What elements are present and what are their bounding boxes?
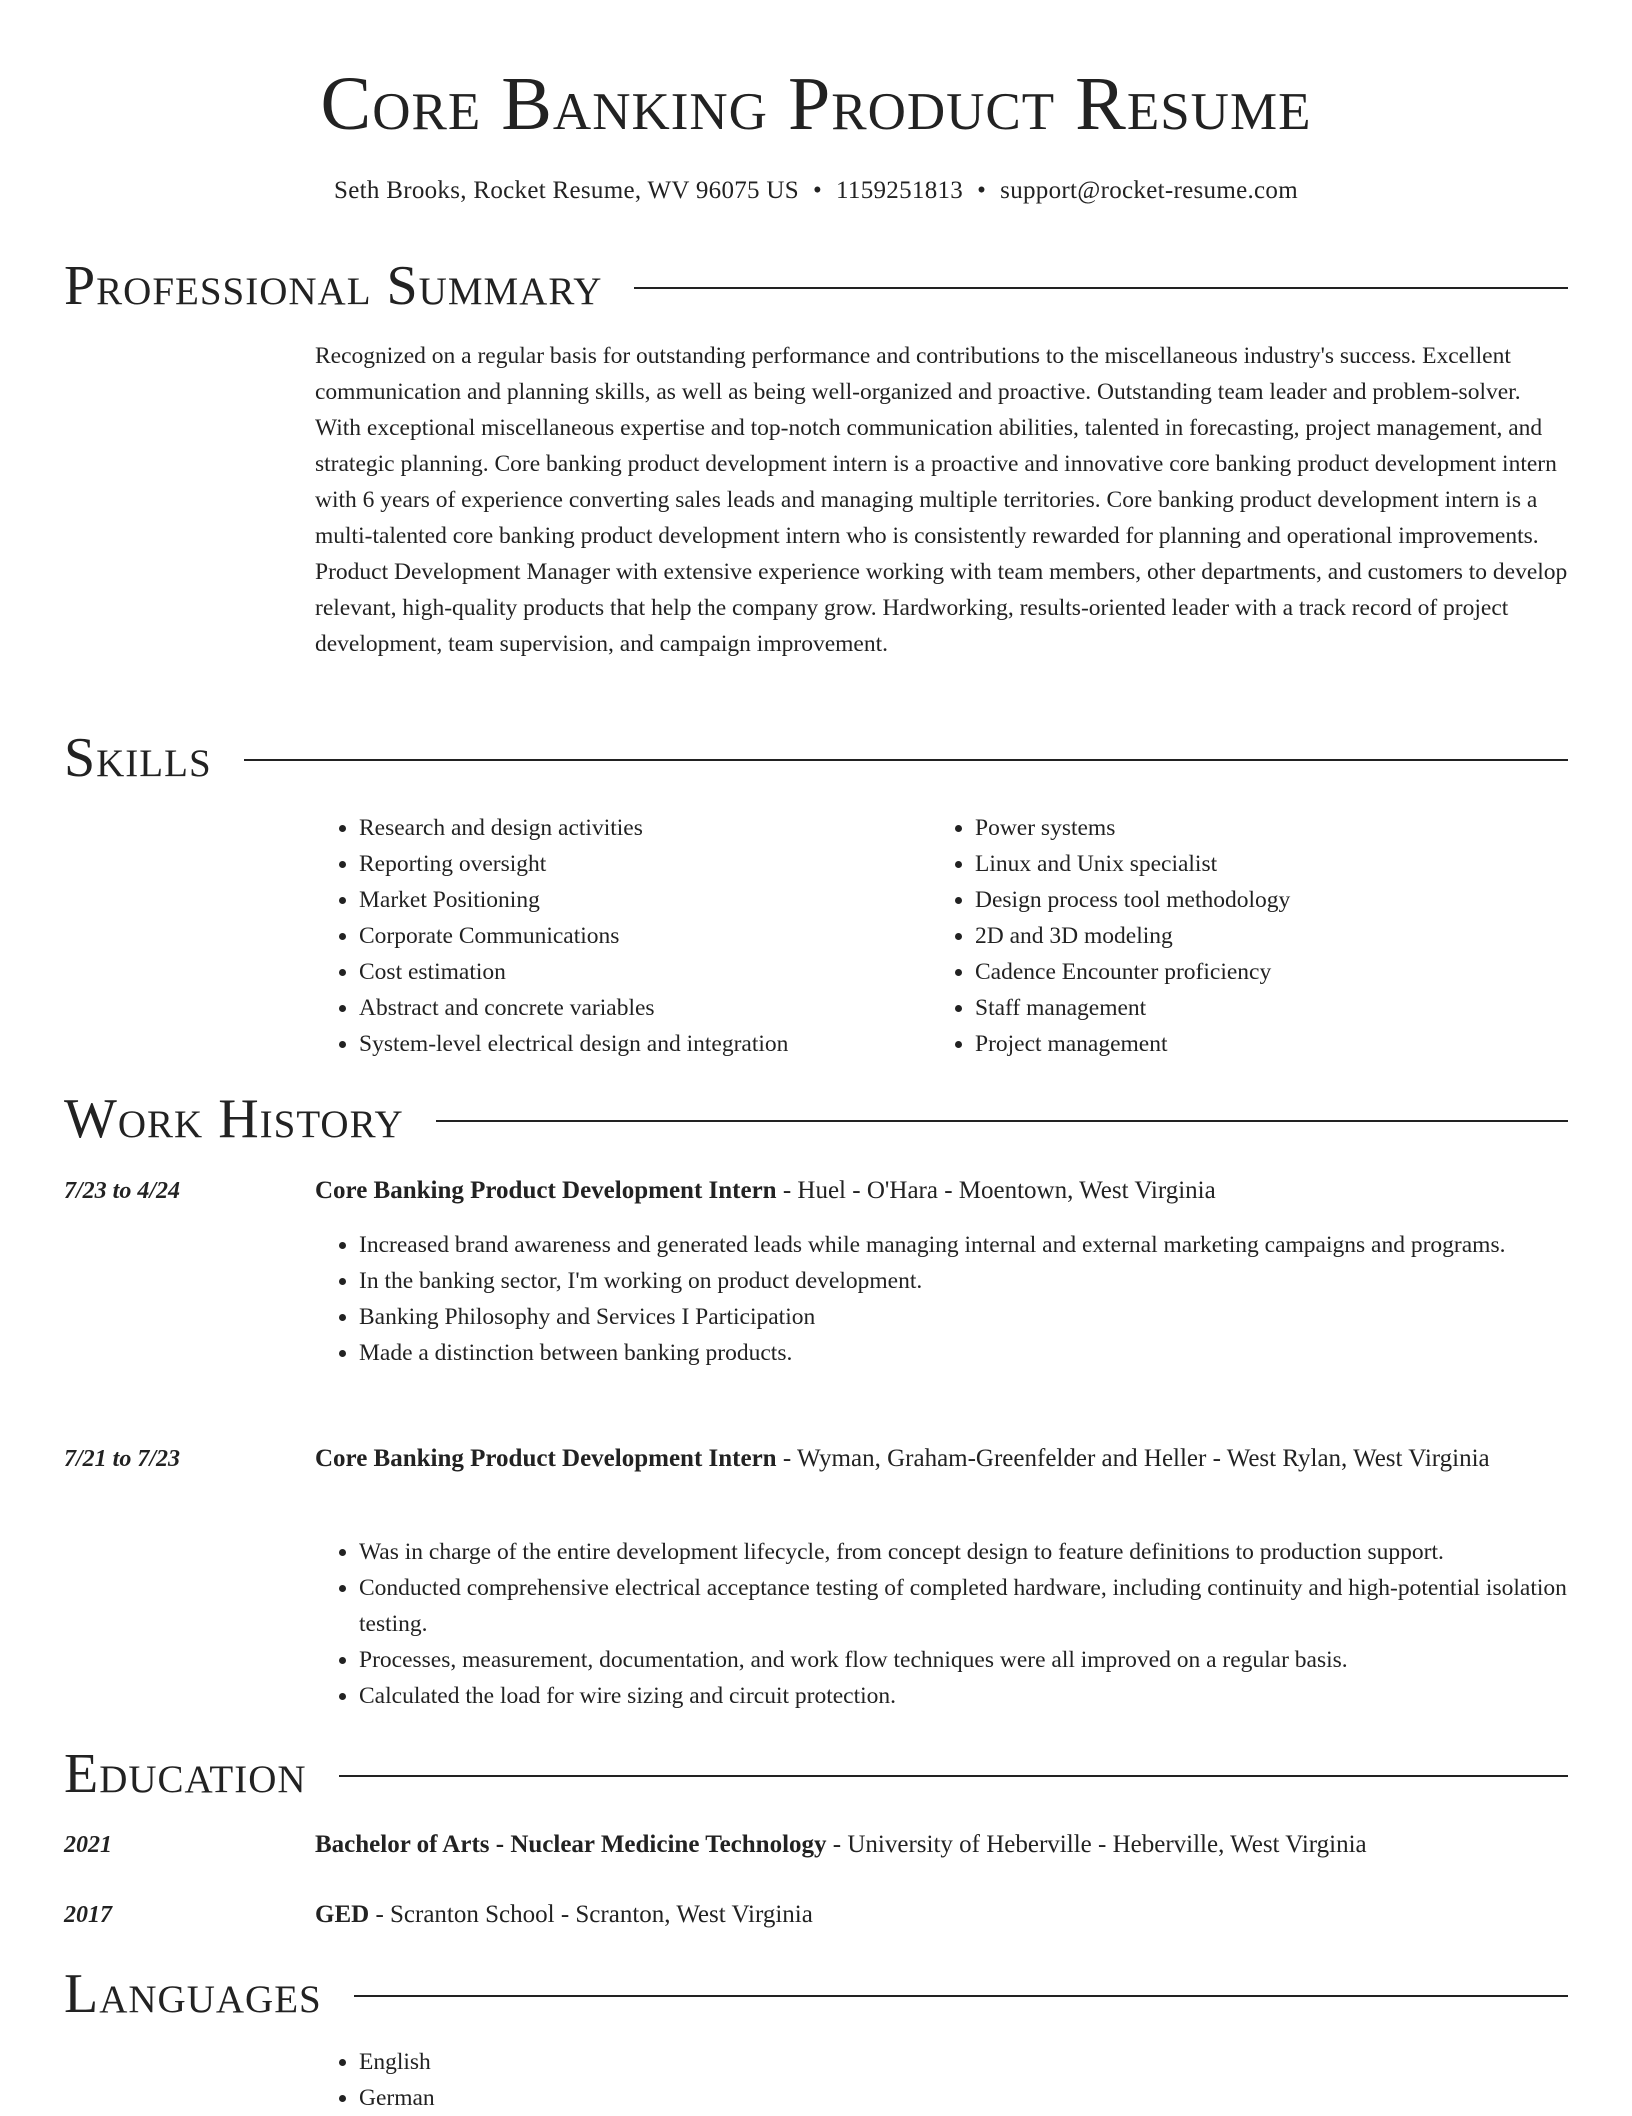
job-title: Core Banking Product Development Intern bbox=[315, 1177, 777, 1204]
skill-item: • Power systems bbox=[975, 810, 1491, 846]
work-section-header bbox=[64, 1087, 1568, 1151]
section-divider bbox=[634, 287, 1568, 289]
job-bullet: • Was in charge of the entire development lifecycle, from concept design to feature definitions to production support. bbox=[359, 1534, 1568, 1570]
skills-heading: Skills bbox=[64, 727, 212, 789]
education-section-header bbox=[64, 1742, 1568, 1806]
job-bullets bbox=[315, 1227, 1568, 1371]
education-entry bbox=[315, 1895, 1568, 1935]
education-entry bbox=[315, 1825, 1568, 1865]
job-bullet: • Calculated the load for wire sizing and circuit protection. bbox=[359, 1678, 1568, 1714]
contact-address: Seth Brooks, Rocket Resume, WV 96075 US bbox=[334, 177, 799, 204]
skill-item: • Project management bbox=[975, 1026, 1491, 1062]
section-divider bbox=[354, 1995, 1568, 1997]
skill-item: • Corporate Communications bbox=[359, 918, 875, 954]
skill-item: • Research and design activities bbox=[359, 810, 875, 846]
resume-title: Core Banking Product Resume bbox=[320, 62, 1312, 146]
languages-list bbox=[315, 2044, 1568, 2116]
skills-column-right bbox=[931, 810, 1491, 1062]
skill-item: • 2D and 3D modeling bbox=[975, 918, 1491, 954]
contact-separator: • bbox=[977, 177, 987, 204]
job-bullets bbox=[315, 1534, 1568, 1714]
education-school: - University of Heberville - Heberville, West Virginia bbox=[826, 1831, 1367, 1858]
education-degree: GED bbox=[315, 1901, 370, 1928]
job-heading bbox=[315, 1171, 1568, 1211]
job-bullet: • Banking Philosophy and Services I Participation bbox=[359, 1299, 1568, 1335]
work-heading: Work History bbox=[64, 1088, 404, 1150]
skill-item: • System-level electrical design and integration bbox=[359, 1026, 875, 1062]
job-bullet: • Made a distinction between banking products. bbox=[359, 1335, 1568, 1371]
skill-item: • Reporting oversight bbox=[359, 846, 875, 882]
skill-item: • Staff management bbox=[975, 990, 1491, 1026]
skill-item: • Market Positioning bbox=[359, 882, 875, 918]
languages-heading: Languages bbox=[64, 1963, 322, 2025]
languages-section-header bbox=[64, 1962, 1568, 2026]
skill-item: • Cost estimation bbox=[359, 954, 875, 990]
contact-separator: • bbox=[812, 177, 823, 204]
job-bullet: • In the banking sector, I'm working on product development. bbox=[359, 1263, 1568, 1299]
summary-section-header bbox=[64, 254, 1568, 318]
skills-column-left bbox=[315, 810, 875, 1062]
section-divider bbox=[436, 1120, 1568, 1122]
job-employer: - Wyman, Graham-Greenfelder and Heller - West Rylan, West Virginia bbox=[776, 1445, 1490, 1472]
education-year: 2021 bbox=[64, 1832, 112, 1858]
language-item: • German bbox=[359, 2080, 1568, 2116]
job-heading bbox=[315, 1439, 1568, 1479]
skill-item: • Abstract and concrete variables bbox=[359, 990, 875, 1026]
job-bullet: • Conducted comprehensive electrical acceptance testing of completed hardware, including continuity and high-potential isolation testing. bbox=[359, 1570, 1568, 1642]
skill-item: • Linux and Unix specialist bbox=[975, 846, 1491, 882]
education-school: - Scranton School - Scranton, West Virginia bbox=[369, 1901, 813, 1928]
skill-item: • Cadence Encounter proficiency bbox=[975, 954, 1491, 990]
job-bullet: • Increased brand awareness and generated leads while managing internal and external marketing campaigns and programs. bbox=[359, 1227, 1568, 1263]
section-divider bbox=[339, 1775, 1568, 1777]
contact-phone: 1159251813 bbox=[836, 177, 964, 204]
job-employer: - Huel - O'Hara - Moentown, West Virginia bbox=[776, 1177, 1216, 1204]
summary-heading: Professional Summary bbox=[64, 255, 603, 317]
job-dates: 7/23 to 4/24 bbox=[64, 1178, 181, 1204]
education-degree: Bachelor of Arts - Nuclear Medicine Technology bbox=[315, 1831, 827, 1858]
language-item: • English bbox=[359, 2044, 1568, 2080]
job-title: Core Banking Product Development Intern bbox=[315, 1445, 777, 1472]
section-divider bbox=[244, 759, 1568, 761]
education-heading: Education bbox=[64, 1743, 307, 1805]
education-year: 2017 bbox=[64, 1902, 112, 1928]
job-bullet: • Processes, measurement, documentation, and work flow techniques were all improved on a regular basis. bbox=[359, 1642, 1568, 1678]
contact-line bbox=[0, 174, 1632, 208]
skills-section-header bbox=[64, 726, 1568, 790]
contact-email: support@rocket-resume.com bbox=[1000, 177, 1298, 204]
skill-item: • Design process tool methodology bbox=[975, 882, 1491, 918]
job-dates: 7/21 to 7/23 bbox=[64, 1446, 181, 1472]
summary-text: Recognized on a regular basis for outstanding performance and contributions to the miscellaneous industry's success. Excellent communication and planning skills, as well as being well-organized and proactive. Outstanding team leader and problem-solver. With exceptional miscellaneous expertise and top-notch communication abilities, talented in forecasting, project management, and strategic planning. Core banking product development intern is a proactive and innovative core banking product development intern with 6 years of experience converting sales leads and managing multiple territories. Core banking product development intern is a multi-talented core banking product development intern who is consistently rewarded for planning and operational improvements. Product Development Manager with extensive experience working with team members, other departments, and customers to develop relevant, high-quality products that help the company grow. Hardworking, results-oriented leader with a track record of project development, team supervision, and campaign improvement. bbox=[315, 343, 1568, 657]
